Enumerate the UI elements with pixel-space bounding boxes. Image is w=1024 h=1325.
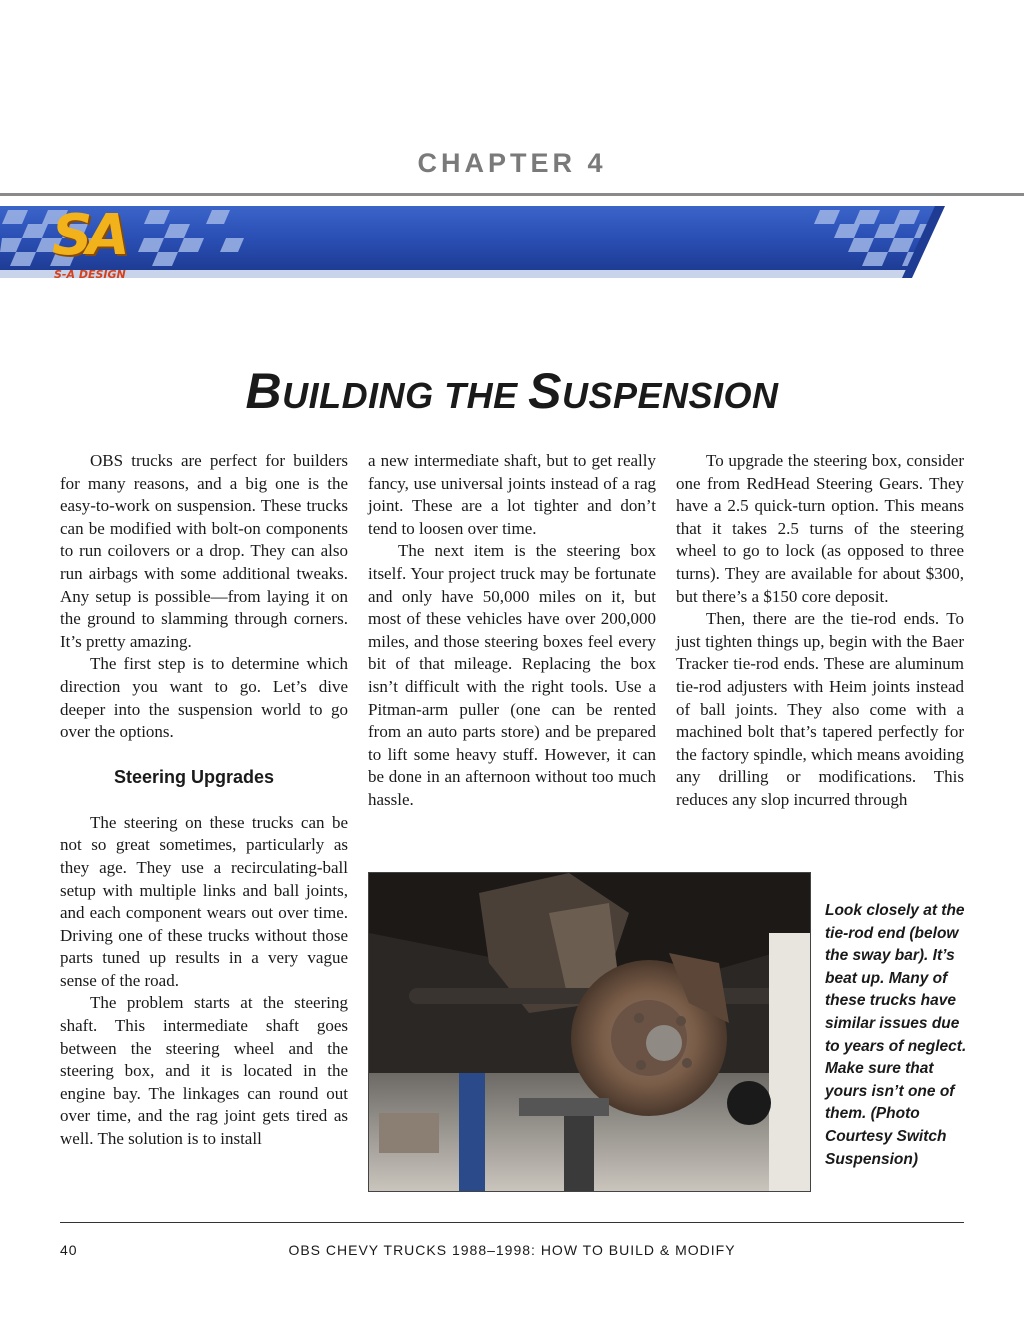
chapter-banner — [0, 200, 1024, 286]
subheading-steering-upgrades: Steering Upgrades — [114, 766, 275, 787]
text-column-2 — [368, 450, 656, 812]
footer-rule — [60, 1222, 964, 1223]
paragraph: The first step is to determine which direction you want to go. Let’s dive deeper into the suspension world to go over the options. — [60, 654, 348, 742]
logo-mark: SA — [52, 203, 124, 268]
title-cap-b: B — [245, 363, 283, 419]
photo-caption: Look closely at the tie-rod end (below the sway bar). It’s beat up. Many of these trucks have similar issues due to years of neglect. Make sure that yours isn’t one of them. (Photo Courtesy Switch Suspension) — [825, 902, 967, 1168]
paragraph: Then, there are the tie-rod ends. To just tighten things up, begin with the Baer Tracker tie-rod ends. These are aluminum tie-rod adjusters with Heim joints instead of ball joints. They also come with a machined bolt that’s tapered perfectly for the factory spindle, which means avoiding any drilling or modifications. This reduces any slop incurred through — [676, 609, 964, 809]
title-part2: USPENSION — [561, 375, 779, 416]
suspension-photo — [368, 872, 811, 1192]
title-cap-s: S — [528, 363, 562, 419]
running-title: OBS CHEVY TRUCKS 1988–1998: HOW TO BUILD & MODIFY — [288, 1242, 736, 1258]
paragraph: To upgrade the steering box, consider one from RedHead Steering Gears. They have a 2.5 quick-turn option. This means that it takes 2.5 turns of the steering wheel to go to lock (as opposed to three turns). They are available for about $300, but there’s a $150 core deposit. — [676, 451, 964, 606]
page-number: 40 — [60, 1242, 78, 1258]
paragraph-continued: a new intermediate shaft, but to get really fancy, use universal joints instead of a rag joint. These are a lot tighter and don’t tend to loosen over time. — [368, 451, 656, 538]
chapter-rule — [0, 193, 1024, 196]
paragraph: The next item is the steering box itself. Your project truck may be fortunate and only have 50,000 miles on it, but most of these vehicles have over 200,000 miles, and those steering boxes feel every bit of that mileage. Replacing the box isn’t difficult with the right tools. Use a Pitman-arm puller (one can be rented from an auto parts store) and be prepared to lift some heavy stuff. However, it can be done in an afternoon without too much hassle. — [368, 541, 656, 809]
title-part1: UILDING THE — [282, 375, 529, 416]
text-column-1 — [60, 450, 348, 1151]
chapter-label: CHAPTER 4 — [417, 148, 607, 178]
logo-subtitle: S-A DESIGN — [54, 268, 126, 281]
paragraph: OBS trucks are perfect for builders for many reasons, and a big one is the easy-to-work on suspension. These trucks can be modified with bolt-on components to run coilovers or a drop. They can also run airbags with some additional tweaks. Any setup is possible—from laying it on the ground to slamming through corners. It’s pretty amazing. — [60, 451, 348, 651]
paragraph: The steering on these trucks can be not so great sometimes, particularly as they age. They use a recirculating-ball setup with multiple links and ball joints, and each component wears out over time. Driving one of these trucks without those parts tuned up results in a very vague sense of the road. — [60, 812, 348, 990]
sa-design-logo — [48, 203, 148, 288]
text-column-3 — [676, 450, 964, 812]
paragraph: The problem starts at the steering shaft. This intermediate shaft goes between the steering wheel and the steering box, and it is located in the engine bay. The linkages can round out over time, and the rag joint gets tired as well. The solution is to install — [60, 993, 348, 1149]
chapter-title — [0, 362, 1024, 420]
